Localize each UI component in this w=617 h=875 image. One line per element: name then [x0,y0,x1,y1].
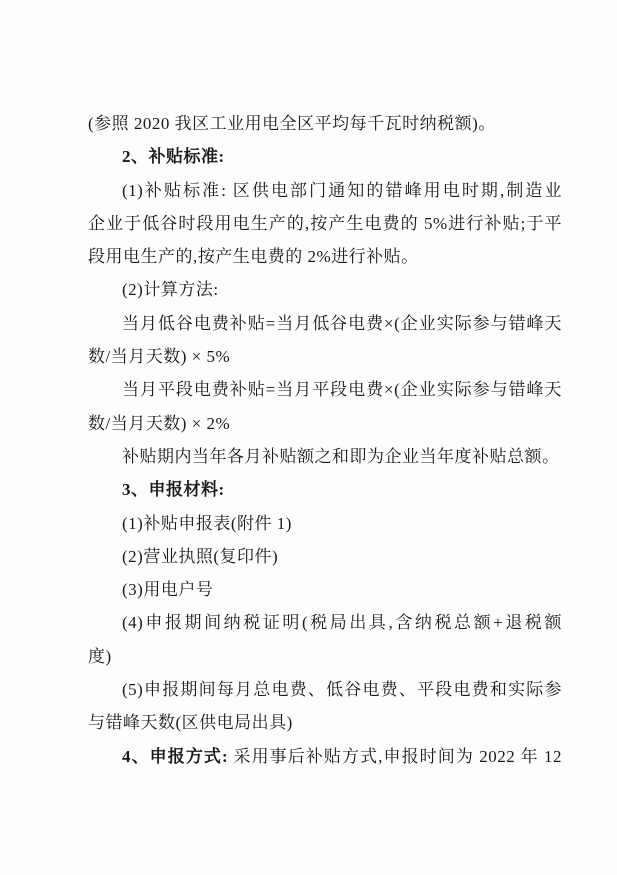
text-line: 数/当月天数) × 5% [88,347,231,367]
text-line: (1)补贴标准: 区供电部门通知的错峰用电时期,制造业 [122,180,562,200]
text-line: (5)申报期间每月总电费、低谷电费、平段电费和实际参 [122,680,562,700]
text-line: 段用电生产的,按产生电费的 2%进行补贴。 [88,247,419,267]
text-line: (2)计算方法: [122,280,219,300]
text-line: 3、申报材料: [122,480,225,500]
text-line [88,740,562,773]
text-line: 与错峰天数(区供电局出具) [88,713,293,733]
text-line: (4)申报期间纳税证明(税局出具,含纳税总额+退税额 [122,613,562,633]
text-line: (2)营业执照(复印件) [122,546,279,566]
text-line: 当月平段电费补贴=当月平段电费×(企业实际参与错峰天 [122,380,562,400]
text-line: 补贴期内当年各月补贴额之和即为企业当年度补贴总额。 [122,446,560,466]
text-line: (3)用电户号 [122,580,214,600]
text-line: 度) [88,646,112,666]
line-bold-lead: 4、申报方式: [122,746,234,766]
text-line: (1)补贴申报表(附件 1) [122,513,292,533]
text-line: 2、补贴标准: [122,147,225,167]
text-line: (参照 2020 我区工业用电全区平均每千瓦时纳税额)。 [88,114,496,133]
text-line: 企业于低谷时段用电生产的,按产生电费的 5%进行补贴;于平 [88,213,562,233]
document-body [88,107,562,773]
text-line: 当月低谷电费补贴=当月低谷电费×(企业实际参与错峰天 [122,313,562,333]
text-line: 数/当月天数) × 2% [88,413,231,433]
line-text: 采用事后补贴方式,申报时间为 2022 年 12 [233,746,562,766]
